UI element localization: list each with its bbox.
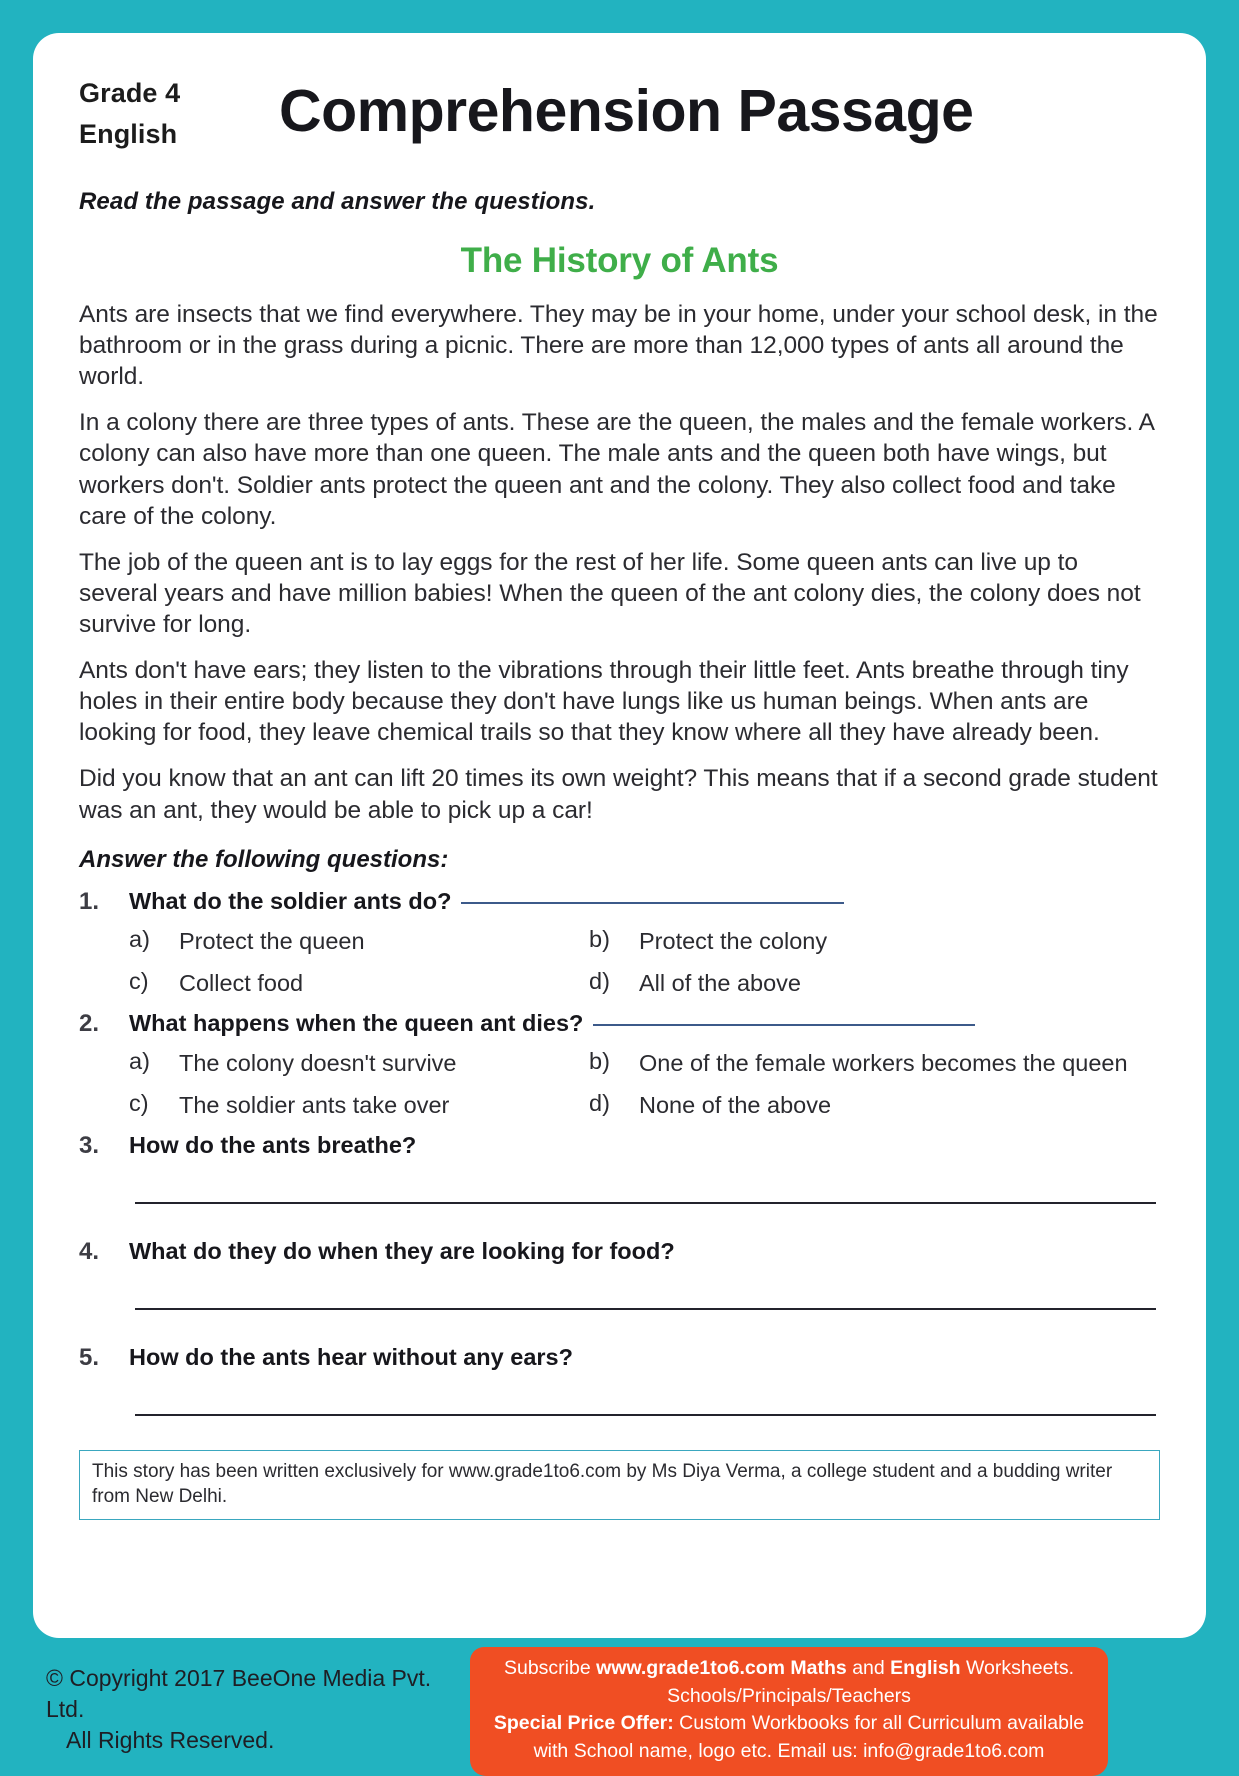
- question-text: What do they do when they are looking for food?: [129, 1237, 675, 1264]
- question-row: [79, 1238, 1160, 1266]
- question-row: [79, 888, 1160, 916]
- option-letter: a): [129, 925, 150, 952]
- option-letter: d): [589, 967, 610, 994]
- question-block-3: [79, 1132, 1160, 1204]
- option-label: Protect the queen: [179, 927, 365, 954]
- question-text: How do the ants hear without any ears?: [129, 1343, 573, 1370]
- option-d[interactable]: [589, 1090, 1160, 1120]
- question-number: 3.: [79, 1131, 100, 1159]
- page-title: Comprehension Passage: [279, 78, 974, 144]
- option-a[interactable]: [129, 926, 589, 956]
- question-block-5: [79, 1344, 1160, 1416]
- answer-fill-line[interactable]: [593, 1024, 975, 1026]
- question-row: [79, 1132, 1160, 1160]
- option-label: Protect the colony: [639, 927, 828, 954]
- page-footer: [0, 1638, 1239, 1763]
- passage-paragraph: Ants don't have ears; they listen to the vibrations through their little feet. Ants breathe through tiny holes in their entire body because they don't have lungs like us human beings. When ants are looking for food, they leave chemical trails so that they know where all they have already been.: [79, 657, 1129, 747]
- promo-subscribe-text: Subscribe: [503, 1657, 597, 1679]
- option-letter: c): [129, 1089, 149, 1116]
- grade-label: Grade 4: [79, 78, 181, 108]
- option-letter: a): [129, 1047, 150, 1074]
- option-label: All of the above: [639, 969, 801, 996]
- promo-offer-label: Special Price Offer:: [493, 1712, 674, 1735]
- subject-label: English: [79, 118, 178, 149]
- question-number: 4.: [79, 1237, 100, 1265]
- passage-paragraph: Did you know that an ant can lift 20 times its own weight? This means that if a second grade student was an ant, they would be able to pick up a car!: [79, 765, 1158, 824]
- promo-worksheets: Worksheets.: [960, 1657, 1075, 1679]
- option-c[interactable]: [129, 1090, 589, 1120]
- promo-and: and: [846, 1657, 891, 1679]
- promo-line-1: [482, 1655, 1096, 1683]
- option-label: One of the female workers becomes the queen: [639, 1049, 1128, 1076]
- answer-write-line[interactable]: [135, 1202, 1156, 1204]
- option-row: [129, 968, 1160, 998]
- answer-write-line[interactable]: [135, 1308, 1156, 1310]
- worksheet-page: [33, 33, 1206, 1638]
- option-c[interactable]: [129, 968, 589, 998]
- promo-line-2: Schools/Principals/Teachers: [667, 1684, 911, 1707]
- answer-write-line[interactable]: [135, 1414, 1156, 1416]
- option-d[interactable]: [589, 968, 1160, 998]
- option-b[interactable]: [589, 926, 1160, 956]
- option-b[interactable]: [589, 1048, 1160, 1078]
- option-row: [129, 1090, 1160, 1120]
- option-group: [129, 926, 1160, 998]
- option-letter: c): [129, 967, 149, 994]
- story-title: The History of Ants: [460, 241, 779, 280]
- passage-body: [79, 299, 1160, 826]
- question-block-1: [79, 888, 1160, 998]
- promo-site-maths: www.grade1to6.com Maths: [596, 1657, 847, 1679]
- question-number: 2.: [79, 1009, 100, 1037]
- promo-banner[interactable]: [470, 1647, 1108, 1776]
- grade-subject-block: [79, 67, 279, 154]
- option-letter: b): [589, 1047, 610, 1074]
- promo-line-4: with School name, logo etc. Email us: info@grade1to6.com: [533, 1740, 1045, 1763]
- promo-offer-text: Custom Workbooks for all Curriculum available: [673, 1712, 1085, 1735]
- option-letter: d): [589, 1089, 610, 1116]
- option-letter: b): [589, 925, 610, 952]
- option-label: Collect food: [179, 969, 304, 996]
- question-text: What happens when the queen ant dies?: [129, 1009, 584, 1036]
- question-block-2: [79, 1010, 1160, 1120]
- question-row: [79, 1010, 1160, 1038]
- answer-instruction: Answer the following questions:: [79, 845, 449, 873]
- passage-paragraph: In a colony there are three types of ants. These are the queen, the males and the female workers. A colony can also have more than one queen. The male ants and the queen both have wings, but workers don't. Soldier ants protect the queen ant and the colony. They also collect food and take care of the colony.: [79, 409, 1154, 530]
- copyright-line-2: All Rights Reserved.: [66, 1727, 275, 1754]
- question-number: 1.: [79, 887, 100, 915]
- question-block-4: [79, 1238, 1160, 1310]
- promo-line-3: [482, 1710, 1096, 1738]
- answer-fill-line[interactable]: [461, 902, 844, 904]
- worksheet-header: [79, 67, 1160, 179]
- option-label: The colony doesn't survive: [179, 1049, 457, 1076]
- passage-paragraph: Ants are insects that we find everywhere. They may be in your home, under your school desk, in the bathroom or in the grass during a picnic. There are more than 12,000 types of ants all around the world.: [79, 301, 1158, 391]
- read-instruction: Read the passage and answer the questions.: [79, 188, 596, 215]
- question-text: How do the ants breathe?: [129, 1131, 417, 1158]
- attribution-box: This story has been written exclusively for www.grade1to6.com by Ms Diya Verma, a college student and a budding writer from New Delhi.: [79, 1450, 1160, 1521]
- option-label: None of the above: [639, 1091, 832, 1118]
- question-number: 5.: [79, 1343, 100, 1371]
- option-row: [129, 926, 1160, 956]
- option-row: [129, 1048, 1160, 1078]
- copyright-line-1: © Copyright 2017 BeeOne Media Pvt. Ltd.: [46, 1665, 432, 1723]
- option-label: The soldier ants take over: [179, 1091, 450, 1118]
- promo-english: English: [890, 1657, 961, 1679]
- option-a[interactable]: [129, 1048, 589, 1078]
- copyright-block: [0, 1638, 470, 1756]
- question-row: [79, 1344, 1160, 1372]
- question-text: What do the soldier ants do?: [129, 887, 452, 914]
- passage-paragraph: The job of the queen ant is to lay eggs for the rest of her life. Some queen ants can live up to several years and have million babies! When the queen of the ant colony dies, the colony does not survive for long.: [79, 548, 1141, 638]
- option-group: [129, 1048, 1160, 1120]
